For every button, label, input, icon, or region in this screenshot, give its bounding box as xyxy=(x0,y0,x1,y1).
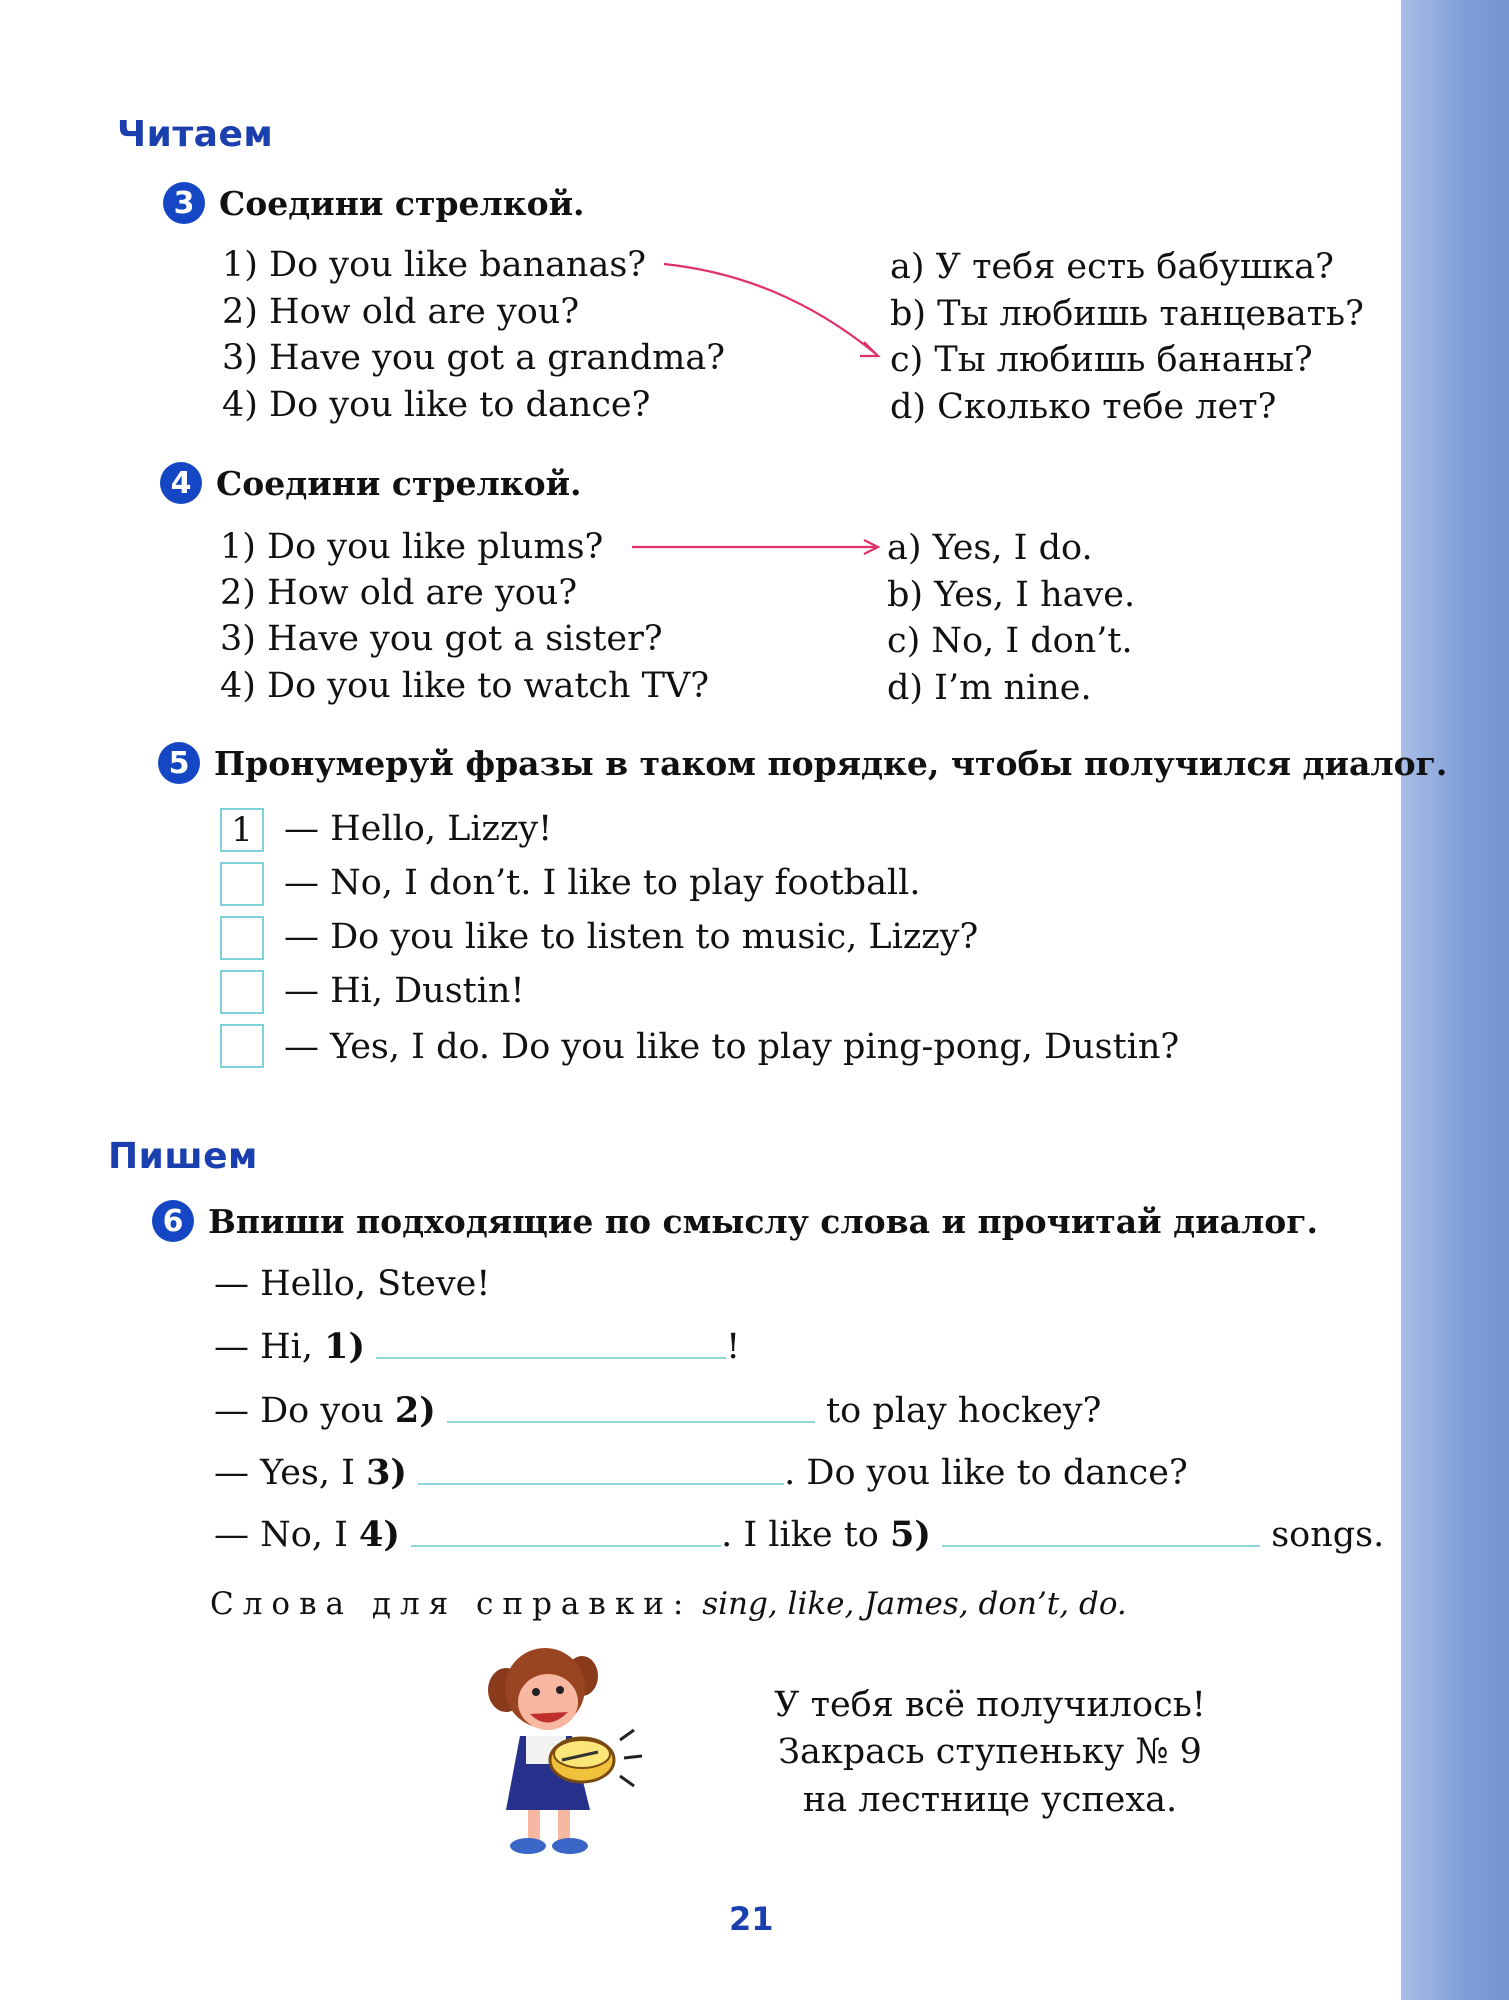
ex4-right-item: c) No, I don’t. xyxy=(887,621,1133,661)
exercise-number-badge: 4 xyxy=(160,462,202,504)
order-box[interactable] xyxy=(220,862,264,906)
line-text: . I like to xyxy=(721,1515,890,1555)
page-number: 21 xyxy=(729,1900,774,1938)
exercise-instruction: Пронумеруй фразы в таком порядке, чтобы получился диалог. xyxy=(214,743,1448,783)
answer-blank-1[interactable] xyxy=(376,1355,726,1359)
ex4-left-item: 1) Do you like plums? xyxy=(220,527,604,567)
ex3-right-item: a) У тебя есть бабушка? xyxy=(890,247,1334,287)
line-text: to play hockey? xyxy=(826,1391,1102,1431)
ex3-left-item: 4) Do you like to dance? xyxy=(222,385,651,425)
order-box[interactable] xyxy=(220,970,264,1014)
order-box[interactable] xyxy=(220,1024,264,1068)
ex3-right-item: b) Ты любишь танцевать? xyxy=(890,294,1364,334)
ex4-right-item: b) Yes, I have. xyxy=(887,575,1136,615)
reference-words xyxy=(210,1586,1127,1622)
ex3-left-item: 3) Have you got a grandma? xyxy=(222,338,725,378)
exercise-5-header xyxy=(158,742,1447,784)
order-box[interactable] xyxy=(220,916,264,960)
gap-number: 2) xyxy=(394,1390,436,1431)
line-text: — Yes, I xyxy=(214,1453,367,1493)
exercise-number-badge: 3 xyxy=(163,182,205,224)
praise-line: У тебя всё получилось! xyxy=(774,1685,1206,1725)
exercise-number-badge: 5 xyxy=(158,742,200,784)
ex4-right-item: d) I’m nine. xyxy=(887,668,1092,708)
ex3-left-item: 1) Do you like bananas? xyxy=(222,245,647,285)
answer-blank-5[interactable] xyxy=(942,1543,1260,1547)
dialog-phrase: — Hi, Dustin! xyxy=(284,971,525,1011)
line-text: — Hi, xyxy=(214,1327,325,1367)
ex4-right-item: a) Yes, I do. xyxy=(887,528,1093,568)
exercise-6-header xyxy=(152,1200,1318,1242)
ex4-left-item: 4) Do you like to watch TV? xyxy=(220,666,710,706)
section-title-writing: Пишем xyxy=(108,1136,258,1177)
ex3-right-item: c) Ты любишь бананы? xyxy=(890,340,1313,380)
girl-with-drum-illustration xyxy=(470,1640,670,1860)
ex6-line-1: — Hello, Steve! xyxy=(214,1264,491,1304)
praise-line: на лестнице успеха. xyxy=(802,1779,1178,1820)
section-title-reading: Читаем xyxy=(117,114,274,155)
answer-blank-2[interactable] xyxy=(447,1419,815,1423)
praise-line: Закрась ступеньку № 9 xyxy=(778,1732,1202,1773)
gap-number: 5) xyxy=(890,1514,931,1555)
line-text: songs. xyxy=(1271,1515,1385,1555)
line-text: — No, I xyxy=(214,1515,360,1555)
ex3-right-item: d) Сколько тебе лет? xyxy=(890,387,1277,427)
line-text: . Do you like to dance? xyxy=(784,1453,1188,1493)
ex6-line-4 xyxy=(214,1452,1188,1493)
ex3-left-item: 2) How old are you? xyxy=(222,292,580,332)
reference-words-list: sing, like, James, don’t, do. xyxy=(702,1586,1127,1622)
ex6-line-3 xyxy=(214,1390,1101,1431)
exercise-instruction: Соедини стрелкой. xyxy=(216,463,582,503)
reference-words-label: Слова для справки: xyxy=(210,1586,693,1622)
gap-number: 1) xyxy=(324,1326,366,1367)
ex4-left-item: 2) How old are you? xyxy=(220,573,578,613)
line-text: — Do you xyxy=(214,1391,395,1431)
dialog-phrase: — Yes, I do. Do you like to play ping-pong, Dustin? xyxy=(284,1027,1180,1067)
exercise-instruction: Впиши подходящие по смыслу слова и прочитай диалог. xyxy=(208,1201,1318,1241)
praise-message xyxy=(730,1682,1250,1824)
line-text: ! xyxy=(726,1327,741,1367)
dialog-phrase: — No, I don’t. I like to play football. xyxy=(284,863,921,903)
answer-blank-4[interactable] xyxy=(411,1543,721,1547)
ex6-line-2 xyxy=(214,1326,740,1367)
gap-number: 4) xyxy=(359,1514,400,1555)
ex6-line-5 xyxy=(214,1514,1384,1555)
dialog-phrase: — Do you like to listen to music, Lizzy? xyxy=(284,917,979,957)
answer-blank-3[interactable] xyxy=(418,1481,784,1485)
gap-number: 3) xyxy=(366,1452,407,1493)
dialog-phrase: — Hello, Lizzy! xyxy=(284,809,553,849)
order-box[interactable]: 1 xyxy=(220,808,264,852)
exercise-number-badge: 6 xyxy=(152,1200,194,1242)
exercise-instruction: Соедини стрелкой. xyxy=(219,183,585,223)
ex4-left-item: 3) Have you got a sister? xyxy=(220,619,663,659)
